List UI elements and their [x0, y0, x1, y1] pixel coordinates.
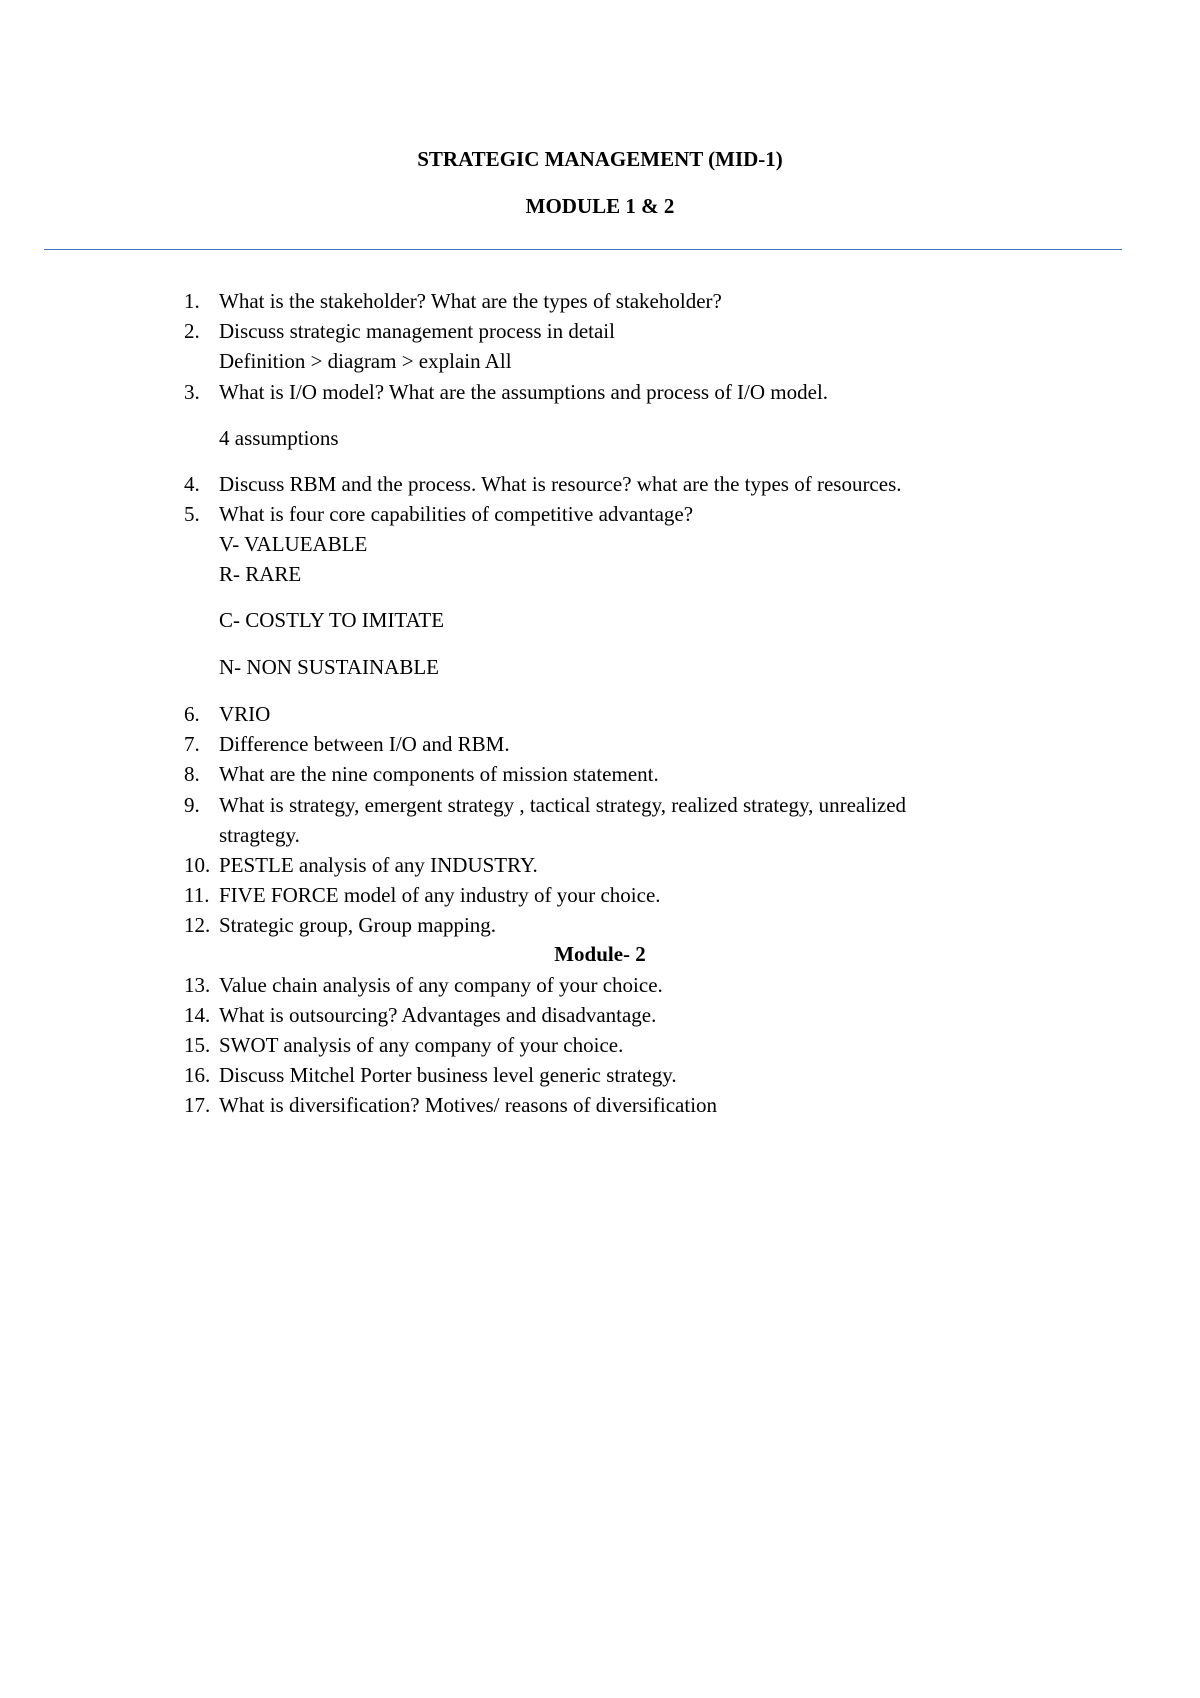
item-text: What is the stakeholder? What are the types of stakeholder?	[219, 289, 722, 313]
item-number: 3.	[184, 380, 200, 404]
item-text: PESTLE analysis of any INDUSTRY.	[219, 853, 538, 877]
item-number: 6.	[184, 702, 200, 726]
item-text: V- VALUEABLE	[219, 532, 368, 556]
item-number: 2.	[184, 319, 200, 343]
item-number: 14.	[184, 1003, 211, 1027]
item-text: Discuss RBM and the process. What is resource? what are the types of resources.	[219, 472, 902, 496]
item-text: Strategic group, Group mapping.	[219, 913, 497, 937]
item-text: What is I/O model? What are the assumptions and process of I/O model.	[219, 380, 829, 404]
item-text: R- RARE	[219, 562, 302, 586]
item-text: N- NON SUSTAINABLE	[219, 655, 439, 679]
item-text: C- COSTLY TO IMITATE	[219, 608, 445, 632]
item-number: 8.	[184, 762, 200, 786]
item-text: What is four core capabilities of competitive advantage?	[219, 502, 694, 526]
item-text: FIVE FORCE model of any industry of your choice.	[219, 883, 661, 907]
item-text: 4 assumptions	[219, 426, 339, 450]
item-text: What is diversification? Motives/ reasons of diversification	[219, 1093, 718, 1117]
item-text: Discuss Mitchel Porter business level generic strategy.	[219, 1063, 677, 1087]
item-text: What is outsourcing? Advantages and disadvantage.	[219, 1003, 657, 1027]
item-text: stragtegy.	[219, 823, 300, 847]
item-number: 1.	[184, 289, 200, 313]
header-divider	[44, 249, 1122, 250]
item-text: SWOT analysis of any company of your choice.	[219, 1033, 624, 1057]
item-number: 17.	[184, 1093, 211, 1117]
item-text: Difference between I/O and RBM.	[219, 732, 510, 756]
item-number: 9.	[184, 793, 200, 817]
item-number: 16.	[184, 1063, 211, 1087]
item-number: 12.	[184, 913, 211, 937]
item-number: 5.	[184, 502, 200, 526]
item-number: 13.	[184, 973, 211, 997]
item-text: Discuss strategic management process in detail	[219, 319, 615, 343]
item-text: What is strategy, emergent strategy , tactical strategy, realized strategy, unrealized	[219, 793, 907, 817]
document-title: STRATEGIC MANAGEMENT (MID-1)	[417, 147, 783, 171]
document-subtitle: MODULE 1 & 2	[525, 194, 675, 218]
item-text: What are the nine components of mission statement.	[219, 762, 659, 786]
item-text: Definition > diagram > explain All	[219, 349, 512, 373]
item-number: 11.	[184, 883, 210, 907]
item-number: 7.	[184, 732, 200, 756]
item-number: 4.	[184, 472, 200, 496]
item-number: 15.	[184, 1033, 211, 1057]
module-2-heading: Module- 2	[554, 942, 646, 966]
item-text: Value chain analysis of any company of your choice.	[219, 973, 663, 997]
item-text: VRIO	[219, 702, 271, 726]
item-number: 10.	[184, 853, 211, 877]
